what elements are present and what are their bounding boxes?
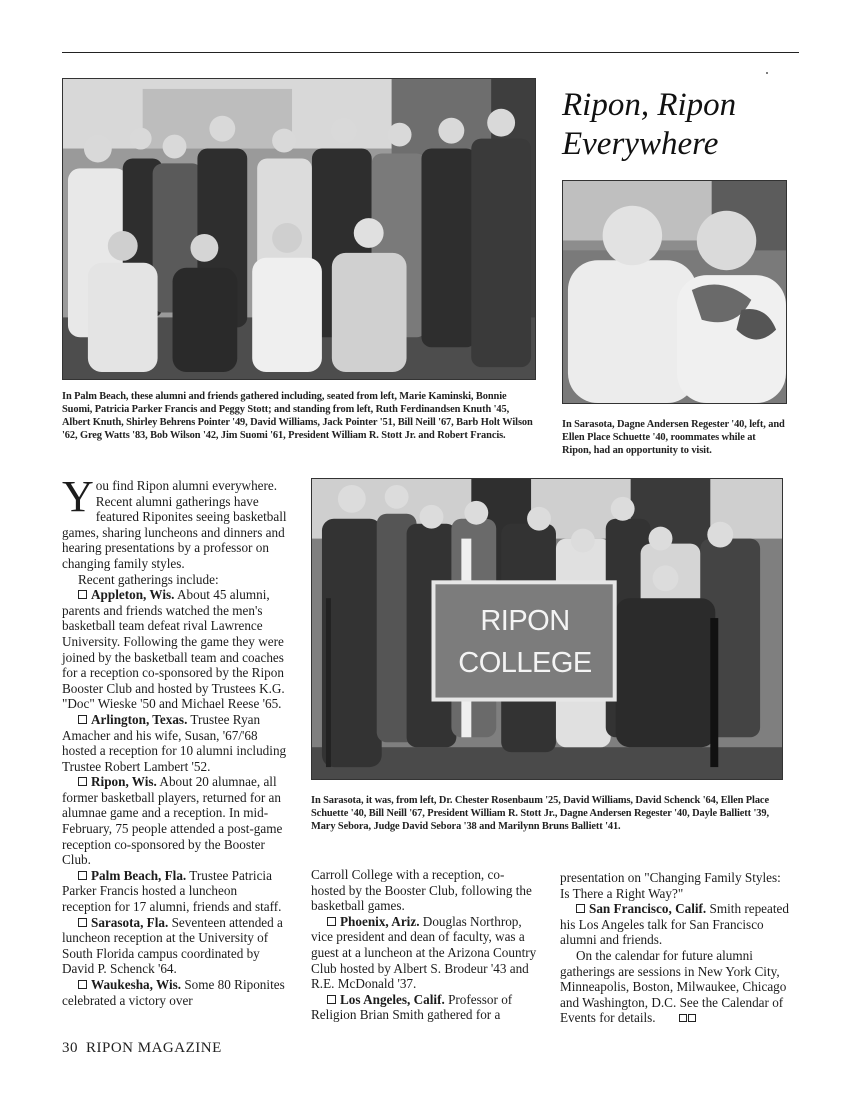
intro-text: ou find Ripon alumni everywhere. Recent alumni gatherings have featured Riponites seeing basketball games, sharing luncheons and dinners and hearing presentations by a professor on changing family styles. <box>62 478 287 571</box>
arlington-text: Trustee Ryan Amacher and his wife, Susan, '67/'68 hosted a reception for 10 alumni including Trustee Robert Lambert '52. <box>62 711 287 774</box>
article-column-1 <box>62 472 289 1008</box>
ripon-entry <box>62 774 289 868</box>
ripon-heading: Ripon, Wis. <box>91 774 157 790</box>
phoenix-heading: Phoenix, Ariz. <box>340 913 420 929</box>
top-rule <box>62 52 799 53</box>
san-francisco-text: Smith repeated his Los Angeles talk for San Francisco alumni and friends. <box>560 901 789 948</box>
sarasota-entry <box>62 915 289 977</box>
palm-beach-heading: Palm Beach, Fla. <box>91 867 187 883</box>
headline-line-1: Ripon, Ripon <box>562 87 737 123</box>
sarasota-group-photo <box>311 478 783 780</box>
article-column-3 <box>560 870 792 1026</box>
end-mark-icon <box>662 1010 696 1026</box>
palm-beach-caption: In Palm Beach, these alumni and friends gathered including, seated from left, Marie Kaminski, Bonnie Suomi, Patricia Parker Francis and Peggy Stott; and standing from left, Ruth Ferdinandsen Knuth '45, Albert Knuth, Shirley Behrens Pointer '49, David Williams, Jack Pointer '51, Bill Neill '67, Barb Holt Wilson '62, Greg Watts '83, Bob Wilson '42, Jim Suomi '61, President William R. Stott Jr. and Robert Francis. <box>62 391 533 441</box>
phoenix-entry <box>311 914 538 992</box>
speck <box>766 72 768 74</box>
palm-beach-photo <box>62 78 536 380</box>
palm-beach-photo-art <box>63 79 535 379</box>
sarasota-heading: Sarasota, Fla. <box>91 914 169 930</box>
arlington-heading: Arlington, Texas. <box>91 711 188 727</box>
calendar-text: On the calendar for future alumni gatherings are sessions in New York City, Minneapolis, Boston, Milwaukee, Chicago and Washington, D.C. See the Calendar of Events for details. <box>560 947 787 1026</box>
san-francisco-heading: San Francisco, Calif. <box>589 901 707 917</box>
checkbox-icon <box>576 904 585 913</box>
checkbox-icon <box>327 995 336 1004</box>
appleton-heading: Appleton, Wis. <box>91 587 175 603</box>
banner-line-2: COLLEGE <box>458 647 592 679</box>
appleton-text: About 45 alumni, parents and friends watched the men's basketball team defeat rival Lawrence University. Following the game they were joined by the basketball team and coaches for a reception co-sponsored by the Ripon Booster Club and hosted by Trustees K.G. "Doc" Wieske '50 and Michael Reese '65. <box>62 587 285 712</box>
headline <box>562 86 802 164</box>
waukesha-heading: Waukesha, Wis. <box>91 977 182 992</box>
checkbox-icon <box>78 980 87 989</box>
sarasota-group-caption: In Sarasota, it was, from left, Dr. Chester Rosenbaum '25, David Williams, David Schenck '64, Ellen Place Schuette '40, Bill Neill '67, President William R. Stott Jr., Dagne Andersen Regester '40, Dayle Balliett '39, Mary Sebora, Judge David Sebora '38 and Marilynn Bruns Balliett '41. <box>311 795 769 832</box>
presentation-continuation: presentation on "Changing Family Styles: Is There a Right Way?" <box>560 870 781 901</box>
article-column-2 <box>311 867 538 1023</box>
headline-line-2: Everywhere <box>562 126 719 162</box>
sarasota-text: Seventeen attended a luncheon reception at the University of South Florida campus coordinated by David P. Schenck '64. <box>62 914 283 977</box>
checkbox-icon <box>78 871 87 880</box>
checkbox-icon <box>327 917 336 926</box>
waukesha-entry <box>62 977 289 1008</box>
ripon-college-banner <box>438 587 612 697</box>
sarasota-roommates-photo-art <box>563 181 786 403</box>
palm-beach-text: Trustee Patricia Parker Francis hosted a luncheon reception for 17 alumni, friends and staff. <box>62 867 282 915</box>
phoenix-text: Douglas Northrop, vice president and dean of faculty, was a guest at a luncheon at the Arizona Country Club hosted by Albert S. Brodeur '43 and R.E. McDonald '37. <box>311 913 537 992</box>
palm-beach-entry <box>62 868 289 915</box>
dropcap: Y <box>62 472 94 521</box>
sarasota-roommates-caption: In Sarasota, Dagne Andersen Regester '40, left, and Ellen Place Schuette '40, roommates while at Ripon, had an opportunity to visit. <box>562 419 785 456</box>
san-francisco-entry <box>560 901 792 948</box>
calendar-paragraph <box>560 948 792 1026</box>
waukesha-text: Some 80 Riponites celebrated a victory over <box>62 977 285 1008</box>
banner-line-1: RIPON <box>480 605 570 637</box>
ripon-text: About 20 alumnae, all former basketball players, returned for an alumnae game and a reception. In mid-February, 75 people attended a post-game reception co-sponsored by the Booster Club. <box>62 774 283 868</box>
page-footer <box>62 1040 222 1057</box>
carroll-continuation: Carroll College with a reception, co-hosted by the Booster Club, following the basketball games. <box>311 867 532 914</box>
arlington-entry <box>62 712 289 774</box>
intro-paragraph <box>62 472 289 572</box>
checkbox-icon <box>78 777 87 786</box>
appleton-entry <box>62 587 289 712</box>
sarasota-roommates-photo <box>562 180 787 404</box>
page-number: 30 <box>62 1040 78 1056</box>
checkbox-icon <box>78 715 87 724</box>
checkbox-icon <box>78 590 87 599</box>
los-angeles-entry <box>311 992 538 1023</box>
los-angeles-text: Professor of Religion Brian Smith gathered for a <box>311 991 513 1023</box>
los-angeles-heading: Los Angeles, Calif. <box>340 991 445 1007</box>
magazine-name: RIPON MAGAZINE <box>86 1040 222 1056</box>
checkbox-icon <box>78 918 87 927</box>
recent-gatherings: Recent gatherings include: <box>78 571 219 587</box>
